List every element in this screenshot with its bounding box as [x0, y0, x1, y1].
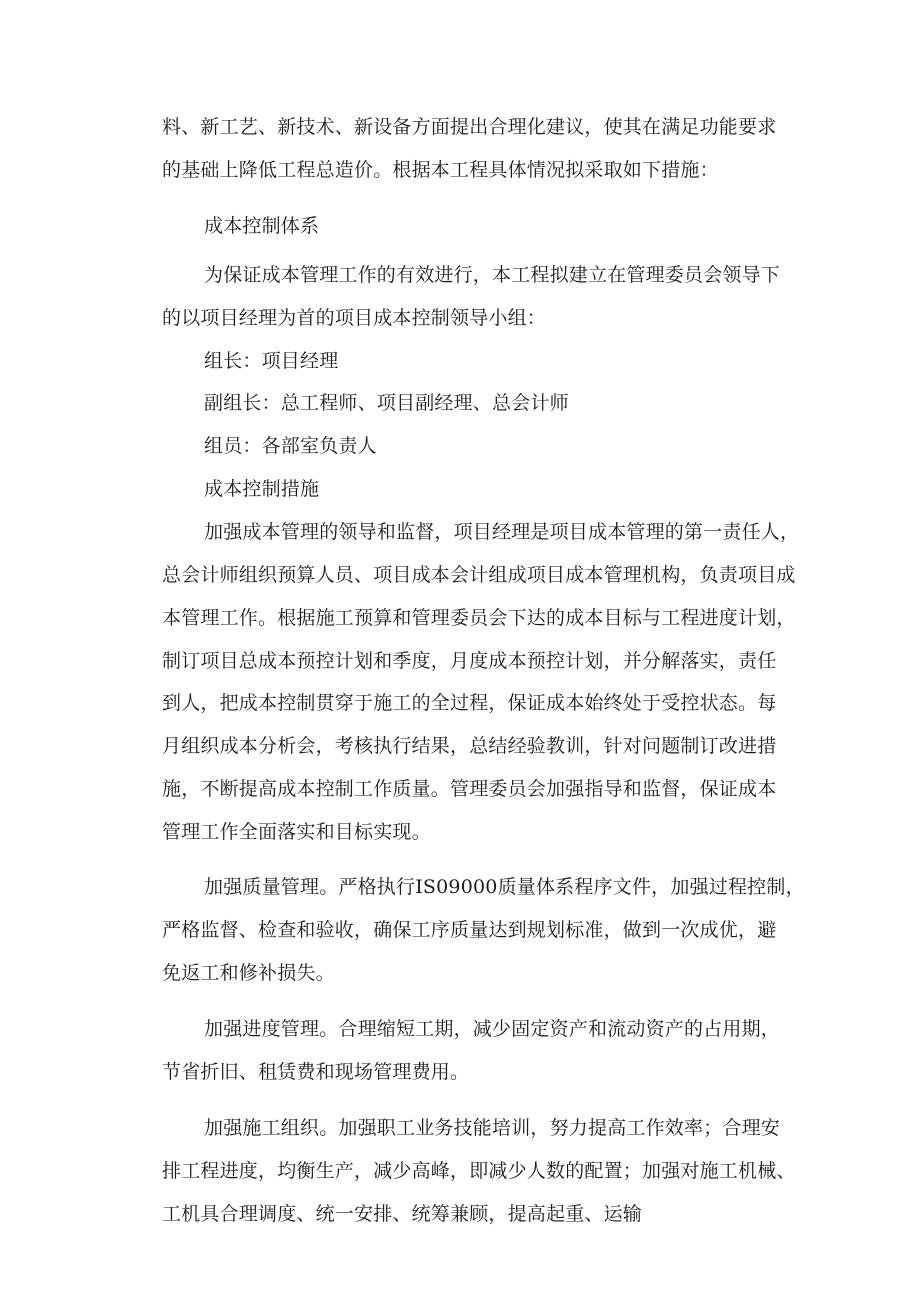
text-line: 制订项目总成本预控计划和季度，月度成本预控计划，并分解落实，责任 [162, 650, 777, 672]
text-line: 副组长：总工程师、项目副经理、总会计师 [204, 392, 569, 414]
text-line: 工机具合理调度、统一安排、统筹兼顾，提高起重、运输 [162, 1203, 643, 1225]
text-line: 施，不断提高成本控制工作质量。管理委员会加强指导和监督，保证成本 [162, 778, 777, 800]
text-line: 加强质量管理。严格执行IS09000质量体系程序文件，加强过程控制， [204, 876, 805, 898]
text-line: 严格监督、检查和验收，确保工序质量达到规划标准，做到一次成优，避 [162, 919, 777, 941]
text-line: 料、新工艺、新技术、新设备方面提出合理化建议，使其在满足功能要求 [162, 116, 777, 138]
text-line: 本管理工作。根据施工预算和管理委员会下达的成本目标与工程进度计划， [162, 607, 796, 629]
text-line: 的基础上降低工程总造价。根据本工程具体情况拟采取如下措施： [162, 159, 719, 181]
text-line: 免返工和修补损失。 [162, 962, 335, 984]
text-line: 加强施工组织。加强职工业务技能培训，努力提高工作效率；合理安 [204, 1117, 781, 1139]
text-line: 管理工作全面落实和目标实现。 [162, 821, 431, 843]
text-line: 为保证成本管理工作的有效进行，本工程拟建立在管理委员会领导下 [204, 264, 781, 286]
text-line: 到人，把成本控制贯穿于施工的全过程，保证成本始终处于受控状态。每 [162, 692, 777, 714]
text-line: 加强进度管理。合理缩短工期，减少固定资产和流动资产的占用期， [204, 1018, 781, 1040]
text-line: 的以项目经理为首的项目成本控制领导小组： [162, 307, 547, 329]
text-line: 总会计师组织预算人员、项目成本会计组成项目成本管理机构，负责项目成 [162, 564, 796, 586]
text-line: 加强成本管理的领导和监督，项目经理是项目成本管理的第一责任人， [204, 521, 800, 543]
section-heading: 成本控制体系 [204, 215, 320, 237]
text-line: 组员：各部室负责人 [204, 435, 377, 457]
text-line: 节省折旧、租赁费和现场管理费用。 [162, 1061, 470, 1083]
text-line: 组长：项目经理 [204, 350, 339, 372]
text-line: 月组织成本分析会，考核执行结果，总结经验教训，针对问题制订改进措 [162, 735, 777, 757]
section-heading: 成本控制措施 [204, 478, 320, 500]
text-line: 排工程进度，均衡生产，减少高峰，即减少人数的配置；加强对施工机械、 [162, 1160, 796, 1182]
